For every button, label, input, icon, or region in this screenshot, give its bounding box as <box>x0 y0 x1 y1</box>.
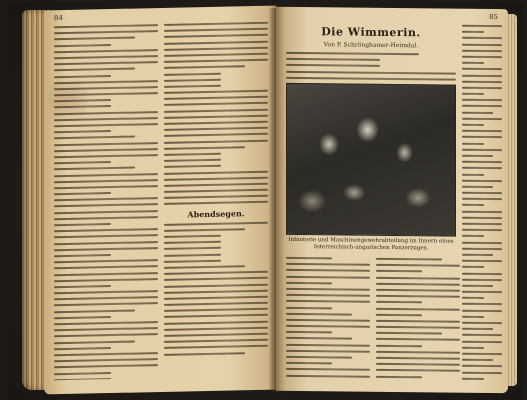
text-line <box>462 118 502 120</box>
text-line <box>462 56 502 58</box>
text-line <box>164 22 268 26</box>
text-line <box>164 345 268 349</box>
text-line <box>54 80 158 84</box>
text-line <box>54 265 158 269</box>
text-line <box>462 291 502 293</box>
text-line <box>462 272 502 274</box>
text-line <box>54 210 158 214</box>
text-line <box>376 326 460 329</box>
text-line <box>286 288 370 291</box>
text-line <box>54 327 158 331</box>
text-line <box>164 314 268 318</box>
text-line <box>54 55 158 59</box>
text-line <box>286 368 370 371</box>
text-line <box>376 283 460 286</box>
text-line <box>164 228 245 232</box>
text-line <box>286 325 370 328</box>
text-line <box>54 105 111 108</box>
text-line <box>286 257 332 259</box>
text-line <box>286 306 332 308</box>
text-line <box>462 136 502 138</box>
text-line <box>54 316 111 319</box>
text-line <box>462 25 502 27</box>
text-line <box>462 241 502 243</box>
text-line <box>462 322 502 324</box>
text-line <box>462 346 484 348</box>
text-line <box>54 247 158 251</box>
text-line <box>54 44 111 47</box>
text-line <box>164 28 268 32</box>
text-line <box>286 374 370 377</box>
text-line <box>462 328 493 330</box>
text-line <box>54 278 158 282</box>
text-line <box>462 179 502 181</box>
text-line <box>462 74 502 76</box>
text-line <box>376 357 460 360</box>
text-line <box>462 278 502 280</box>
text-line <box>164 90 268 94</box>
text-line <box>164 235 221 238</box>
text-line <box>376 295 460 298</box>
text-line <box>462 49 502 51</box>
text-line <box>462 334 502 336</box>
text-line <box>286 319 370 322</box>
text-line <box>164 59 268 63</box>
text-line <box>462 303 502 305</box>
text-line <box>286 263 370 266</box>
text-line <box>286 344 370 347</box>
text-line <box>54 203 158 207</box>
text-line <box>164 189 268 193</box>
text-line <box>164 333 268 337</box>
text-line <box>286 282 332 284</box>
text-line <box>54 49 158 53</box>
text-line <box>164 159 221 162</box>
right-page-number: 85 <box>489 13 498 22</box>
text-line <box>164 96 268 100</box>
text-line <box>376 363 460 366</box>
text-line <box>54 228 158 232</box>
text-line <box>462 365 502 367</box>
text-line <box>462 229 502 231</box>
text-line <box>164 66 245 70</box>
text-line <box>164 265 245 269</box>
text-line <box>462 130 502 132</box>
text-line <box>376 289 460 292</box>
text-line <box>54 99 111 102</box>
text-line <box>376 264 460 267</box>
text-line <box>376 258 442 261</box>
text-line <box>462 223 502 225</box>
left-column-2 <box>164 22 268 378</box>
text-line <box>54 254 111 257</box>
text-line <box>54 321 158 325</box>
text-line <box>54 68 135 72</box>
left-page <box>44 6 276 395</box>
text-line <box>462 31 484 33</box>
text-line <box>164 277 268 281</box>
text-line <box>54 372 111 375</box>
text-line <box>462 37 502 39</box>
left-page-number: 84 <box>54 14 63 23</box>
text-line <box>462 377 484 379</box>
text-line <box>54 364 158 368</box>
text-line <box>462 87 502 89</box>
text-line <box>462 297 484 299</box>
text-line <box>376 307 460 310</box>
text-line <box>164 153 221 156</box>
text-line <box>164 139 268 143</box>
text-line <box>54 378 111 381</box>
text-line <box>54 290 158 294</box>
text-line <box>54 173 158 177</box>
text-line <box>286 275 370 278</box>
text-line <box>462 93 484 95</box>
text-line <box>164 46 268 50</box>
text-line <box>164 201 268 205</box>
text-line <box>54 167 135 171</box>
text-line <box>54 161 111 164</box>
right-page <box>276 7 508 393</box>
text-line <box>54 340 135 344</box>
text-line <box>54 352 158 356</box>
text-line <box>462 142 484 144</box>
text-line <box>286 269 370 272</box>
text-line <box>376 270 422 272</box>
text-line <box>54 272 158 276</box>
text-line <box>164 165 221 168</box>
text-line <box>54 142 158 146</box>
text-line <box>54 241 158 245</box>
text-line <box>54 75 111 78</box>
text-line <box>462 260 502 262</box>
text-line <box>286 77 456 81</box>
text-line <box>164 121 268 125</box>
left-column-1 <box>54 24 158 380</box>
text-line <box>286 337 352 340</box>
text-line <box>164 339 268 343</box>
text-line <box>462 254 493 256</box>
text-line <box>164 146 245 150</box>
article-photograph <box>286 83 456 237</box>
text-line <box>286 52 419 55</box>
text-line <box>462 186 493 188</box>
text-line <box>164 176 268 180</box>
text-line <box>54 117 158 121</box>
text-line <box>54 61 158 65</box>
text-line <box>164 259 221 262</box>
text-line <box>164 133 268 137</box>
text-line <box>164 40 268 44</box>
text-line <box>164 320 268 324</box>
text-line <box>462 316 484 318</box>
text-line <box>286 58 380 61</box>
text-line <box>462 359 493 361</box>
text-line <box>164 34 268 38</box>
text-line <box>164 283 268 287</box>
text-line <box>164 195 268 199</box>
text-line <box>164 253 221 256</box>
text-line <box>462 309 502 311</box>
right-column-2-lower <box>376 258 460 383</box>
text-line <box>462 266 484 268</box>
text-line <box>462 204 484 206</box>
text-line <box>54 130 111 133</box>
text-line <box>164 289 268 293</box>
text-line <box>54 223 111 226</box>
text-line <box>462 217 502 219</box>
text-line <box>462 167 502 169</box>
text-line <box>164 127 268 131</box>
text-line <box>462 80 502 82</box>
text-line <box>54 136 135 140</box>
text-line <box>286 294 370 297</box>
text-line <box>462 68 502 70</box>
text-line <box>164 296 268 300</box>
text-line <box>164 53 268 57</box>
text-line <box>376 338 460 341</box>
text-line <box>54 197 158 201</box>
text-line <box>164 72 221 75</box>
text-line <box>286 70 456 74</box>
text-line <box>286 350 370 353</box>
right-column-3 <box>462 25 502 384</box>
text-line <box>164 327 268 331</box>
text-line <box>54 234 158 238</box>
photo-caption: Infanterie und Maschinengewehrabteilung im Innern eines österreichisch-ungarischen Panzerzuges. <box>288 236 454 252</box>
section-heading: Abendsegen. <box>187 207 245 220</box>
right-column-1-lower <box>286 257 370 382</box>
text-line <box>54 358 158 362</box>
text-line <box>462 235 484 237</box>
text-line <box>376 314 422 316</box>
text-line <box>54 179 158 183</box>
article-title: Die Wimmerin. <box>321 25 421 40</box>
text-line <box>164 302 268 306</box>
text-line <box>54 216 158 220</box>
text-line <box>462 371 502 373</box>
text-line <box>286 64 380 67</box>
text-line <box>54 123 158 127</box>
text-line <box>462 161 502 163</box>
text-line <box>164 247 221 250</box>
text-line <box>462 62 484 64</box>
text-line <box>376 369 460 372</box>
text-line <box>462 43 502 45</box>
text-line <box>164 108 268 112</box>
text-line <box>164 85 221 88</box>
text-line <box>54 37 135 41</box>
text-line <box>286 331 332 333</box>
text-line <box>286 300 370 303</box>
text-line <box>164 221 268 225</box>
text-line <box>54 192 111 195</box>
text-line <box>54 30 158 34</box>
text-line <box>164 102 268 106</box>
text-line <box>462 285 493 287</box>
text-line <box>462 210 502 212</box>
text-line <box>164 308 268 312</box>
text-line <box>376 320 460 323</box>
text-line <box>376 344 422 346</box>
text-line <box>462 340 502 342</box>
text-line <box>54 333 158 337</box>
text-line <box>376 332 442 335</box>
text-line <box>462 124 484 126</box>
text-line <box>462 99 502 101</box>
text-line <box>164 183 268 187</box>
text-line <box>54 185 158 189</box>
text-line <box>54 154 158 158</box>
text-line <box>462 105 502 107</box>
left-page-columns <box>54 22 268 380</box>
text-line <box>54 259 158 263</box>
text-line <box>54 285 111 288</box>
text-line <box>286 362 332 364</box>
text-line <box>164 115 268 119</box>
text-line <box>462 353 502 355</box>
text-line <box>376 301 422 303</box>
text-line <box>286 356 352 359</box>
text-line <box>462 198 502 200</box>
text-line <box>164 241 221 244</box>
text-line <box>462 173 484 175</box>
text-line <box>462 155 493 157</box>
text-line <box>54 309 135 313</box>
text-line <box>54 148 158 152</box>
text-line <box>376 276 460 279</box>
text-line <box>164 78 221 81</box>
text-line <box>462 111 493 113</box>
text-line <box>54 86 158 90</box>
text-line <box>462 192 502 194</box>
text-line <box>286 313 352 316</box>
text-line <box>54 296 158 300</box>
text-line <box>376 351 460 354</box>
text-line <box>54 302 158 306</box>
text-line <box>54 111 158 115</box>
text-line <box>462 148 502 150</box>
text-line <box>164 271 268 275</box>
text-line <box>376 375 422 377</box>
text-line <box>462 247 502 249</box>
text-line <box>54 92 158 96</box>
article-byline: Von P. Schrönghamer-Heimdal. <box>323 41 419 50</box>
text-line <box>164 352 245 356</box>
text-line <box>54 347 111 350</box>
text-line <box>54 24 158 28</box>
text-line <box>164 170 268 174</box>
